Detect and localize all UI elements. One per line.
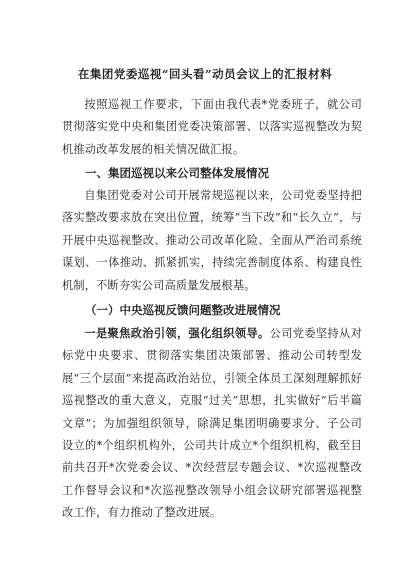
section-1-paragraph: 自集团党委对公司开展常规巡视以来，公司党委坚持把落实整改要求放在突出位置，统筹“当下改”和“长久立”，与开展中央巡视整改、推动公司改革化险、全面从严治司系统谋划、一体推动、抓紧抓实，持续完善制度体系、构建良性机制，不断夯实公司高质量发展根基。 xyxy=(62,189,362,292)
paragraph-body: 公司党委坚持从对标党中央要求、贯彻落实集团决策部署、推动公司转型发展“三个层面”来提高政治站位，引领全体员工深刻理解抓好巡视整改的重大意义，克服“过关”思想，扎实做好“后半篇文章”；为加强组织领导，除满足集团明确要求分、子公司设立的*个组织机构外，公司共计成立*个组织机构，截至目前共召开*次党委会议、*次经营层专题会议、*次巡视整改工作督导会议和*次巡视整改领导小组会议研究部署巡视整改工作，有力推动了整改进展。 xyxy=(62,327,363,520)
document-title: 在集团党委巡视“回头看”动员会议上的汇报材料 xyxy=(77,67,333,81)
subsection-1-paragraph xyxy=(62,322,362,525)
intro-paragraph: 按照巡视工作要求，下面由我代表*党委班子，就公司贯彻落实党中央和集团党委决策部署、以落实巡视整改为契机推动改革发展的相关情况做汇报。 xyxy=(62,98,362,156)
subsection-heading-1: （一）中央巡视反馈问题整改进展情况 xyxy=(85,303,281,317)
section-heading-1: 一、集团巡视以来公司整体发展情况 xyxy=(85,166,269,180)
paragraph-lead: 一是聚焦政治引领，强化组织领导。 xyxy=(84,326,270,340)
